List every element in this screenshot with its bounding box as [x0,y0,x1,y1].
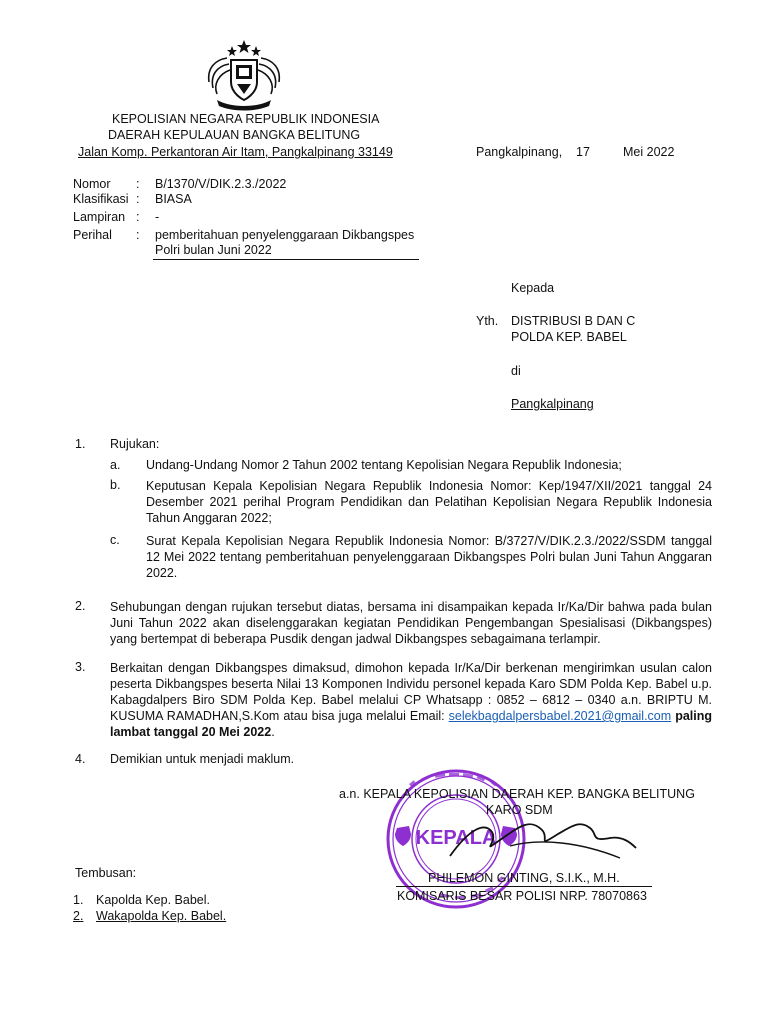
stamp-text: KEPALA [415,827,497,849]
meta-separator: : [136,177,140,191]
paragraph-2: Sehubungan dengan rujukan tersebut diatas, bersama ini disampaikan kepada Ir/Ka/Dir bahwa pada bulan Juni Tahun 2022 akan diselenggarakan kegiatan Pendidikan Pengembangan Spesialisasi (Dikbangspes) yang bertempat di beberapa Pusdik dengan jadwal Dikbangspes sebagaimana terlampir. [110,600,712,646]
recipient-kepada: Kepada [511,281,555,295]
deadline-text: paling lambat tanggal 20 Mei 2022 [110,709,712,739]
tembusan-number: 1. [73,893,84,907]
signer-name-underline [396,886,652,887]
paragraph-number: 4. [75,752,86,766]
on-behalf-of: a.n. KEPALA KEPOLISIAN DAERAH KEP. BANGKA BELITUNG [339,787,695,801]
date-day: 17 [576,145,590,159]
rujukan-title: Rujukan: [110,437,160,451]
paragraph-number: 3. [75,660,86,674]
rujukan-b: Keputusan Kepala Kepolisian Negara Republik Indonesia Nomor: Kep/1947/XII/2021 tanggal 24 Desember 2021 perihal Program Pendidikan dan Pelatihan Kepolisian Negara Republik Indonesia Tahun Anggaran 2022; [146,479,712,525]
tembusan-number: 2. [73,909,84,923]
meta-label: Klasifikasi [73,192,129,206]
meta-separator: : [136,192,140,206]
subject-line-1: pemberitahuan penyelenggaraan Dikbangspes [155,228,415,242]
paragraph-3 [110,660,712,740]
list-letter: b. [110,478,121,492]
list-letter: c. [110,533,120,547]
recipient-di: di [511,364,521,378]
recipient-yth: Yth. [476,314,499,328]
tembusan-item: Wakapolda Kep. Babel. [96,909,227,923]
handwritten-signature-icon [440,808,640,868]
rujukan-a: Undang-Undang Nomor 2 Tahun 2002 tentang Kepolisian Negara Republik Indonesia; [146,458,622,472]
signer-name: PHILEMON GINTING, S.I.K., M.H. [428,871,620,885]
meta-separator: : [136,210,140,224]
police-emblem-icon [203,38,285,112]
recipient-place: Pangkalpinang [511,397,594,411]
signer-rank: KOMISARIS BESAR POLISI NRP. 78070863 [397,889,647,903]
date-month-year: Mei 2022 [623,145,675,159]
paragraph-number: 1. [75,437,86,451]
list-letter: a. [110,458,121,472]
paragraph-4: Demikian untuk menjadi maklum. [110,752,295,766]
region-name: DAERAH KEPULAUAN BANGKA BELITUNG [108,128,361,142]
letter-number: B/1370/V/DIK.2.3./2022 [155,177,287,191]
meta-label: Nomor [73,177,111,191]
email-link[interactable]: selekbagdalpersbabel.2021@gmail.com [448,709,672,723]
subject-underline [153,259,419,260]
recipient-line-2: POLDA KEP. BABEL [511,330,627,344]
period: . [271,725,275,739]
tembusan-title: Tembusan: [75,866,137,880]
office-address: Jalan Komp. Perkantoran Air Itam, Pangkalpinang 33149 [78,145,393,159]
tembusan-item: Kapolda Kep. Babel. [96,893,210,907]
signer-position: KARO SDM [486,803,553,817]
subject-line-2: Polri bulan Juni 2022 [155,243,272,257]
paragraph-3-text: Berkaitan dengan Dikbangspes dimaksud, dimohon kepada Ir/Ka/Dir berkenan mengirimkan usulan calon peserta Dikbangspes beserta Nilai 13 Komponen Individu personel kepada Karo SDM Polda Kep. Babel u.p. Kabagdalpers Biro SDM Polda Kep. Babel melalui CP Whatsapp : 0852 – 6812 – 0340 a.n. BRIPTU M. KUSUMA RAMADHAN,S.Kom atau bisa juga melalui Email: [110,661,712,723]
meta-label: Perihal [73,228,112,242]
date-city: Pangkalpinang, [476,145,563,159]
paragraph-number: 2. [75,599,86,613]
meta-label: Lampiran [73,210,126,224]
classification: BIASA [155,192,192,206]
meta-separator: : [136,228,140,242]
recipient-line-1: DISTRIBUSI B DAN C [511,314,636,328]
attachment: - [155,210,160,224]
rujukan-c: Surat Kepala Kepolisian Negara Republik Indonesia Nomor: B/3727/V/DIK.2.3./2022/SSDM tanggal 12 Mei 2022 tentang pemberitahuan penyelenggaraan Dikbangspes Polri bulan Juni Tahun Anggaran 2022. [146,534,712,580]
institution-name: KEPOLISIAN NEGARA REPUBLIK INDONESIA [112,112,380,126]
